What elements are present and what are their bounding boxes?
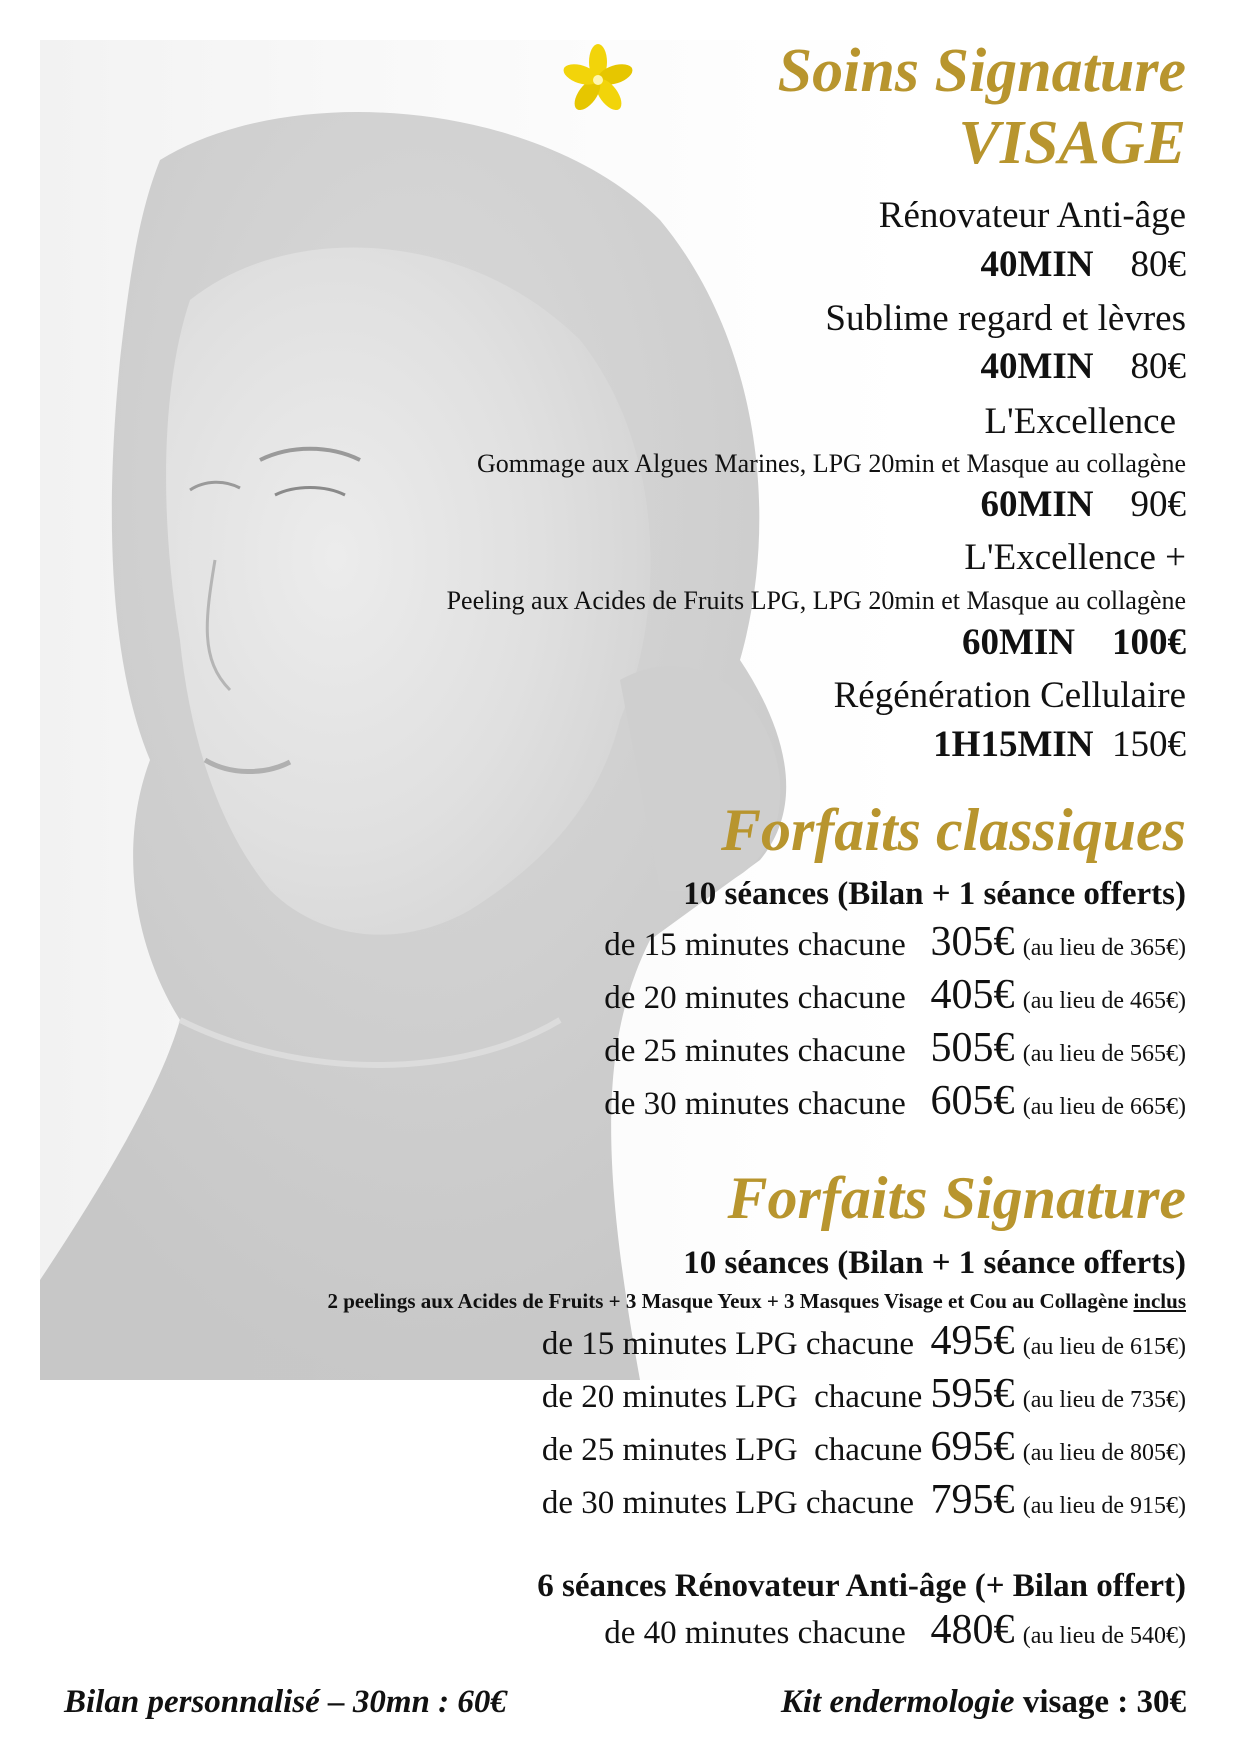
package-old-price: (au lieu de 665€): [1022, 1094, 1186, 1120]
package-label: de 40 minutes chacune: [604, 1615, 906, 1651]
treatment-price: 100€: [1112, 622, 1186, 663]
signature-package-row: [0, 1315, 1186, 1374]
treatment-duration: 60MIN: [961, 622, 1075, 663]
package-old-price: (au lieu de 540€): [1022, 1623, 1186, 1649]
package-old-price: (au lieu de 365€): [1022, 935, 1186, 961]
footer-kit-rest: visage : 30€: [1014, 1684, 1186, 1720]
treatment-duration: 60MIN: [980, 484, 1094, 525]
package-label: de 25 minutes chacune: [604, 1033, 906, 1069]
package-old-price: (au lieu de 615€): [1022, 1334, 1186, 1360]
signature-package-row: [0, 1421, 1186, 1480]
package-label: de 30 minutes LPG chacune: [541, 1485, 914, 1521]
package-label: de 15 minutes LPG chacune: [541, 1326, 914, 1362]
signature-packages-subtitle: 10 séances (Bilan + 1 séance offerts): [683, 1245, 1186, 1281]
package-label: de 15 minutes chacune: [604, 927, 906, 963]
note-underlined: inclus: [1133, 1289, 1186, 1313]
package-label: de 20 minutes chacune: [604, 980, 906, 1016]
classic-package-row: [0, 916, 1186, 975]
footer-kit: [781, 1684, 1186, 1721]
package-old-price: (au lieu de 735€): [1022, 1387, 1186, 1413]
classic-package-row: [0, 969, 1186, 1028]
signature-packages-title: Forfaits Signature: [727, 1165, 1186, 1231]
package-old-price: (au lieu de 805€): [1022, 1440, 1186, 1466]
package-price: 405€: [930, 972, 1015, 1018]
treatment-duration: 40MIN: [980, 244, 1094, 285]
treatment-duration-price: [0, 342, 1186, 392]
package-price: 495€: [930, 1318, 1015, 1364]
treatment-duration-price: [0, 240, 1186, 290]
treatment-price: 90€: [1130, 484, 1186, 525]
classic-package-row: [0, 1022, 1186, 1081]
treatment-price: 80€: [1130, 346, 1186, 387]
anti-age-package-subtitle: 6 séances Rénovateur Anti-âge (+ Bilan offert): [537, 1568, 1186, 1604]
treatment-name: Régénération Cellulaire: [833, 675, 1186, 716]
anti-age-package-row: [0, 1604, 1186, 1663]
treatment-name: L'Excellence: [984, 401, 1176, 442]
treatment-duration-price: [0, 480, 1186, 530]
footer-bilan: [64, 1684, 507, 1721]
package-label: de 30 minutes chacune: [604, 1086, 906, 1122]
treatment-price: 80€: [1130, 244, 1186, 285]
footer-kit-italic: Kit endermologie: [780, 1684, 1015, 1720]
treatment-description: Peeling aux Acides de Fruits LPG, LPG 20min et Masque au collagène: [446, 586, 1186, 615]
package-label: de 25 minutes LPG chacune: [541, 1432, 923, 1468]
package-old-price: (au lieu de 565€): [1022, 1041, 1186, 1067]
treatment-duration: 40MIN: [980, 346, 1094, 387]
title-line-1: Soins Signature: [777, 37, 1186, 105]
treatment-name: L'Excellence +: [964, 537, 1186, 578]
treatment-duration: 1H15MIN: [933, 724, 1094, 765]
treatment-name: Rénovateur Anti-âge: [878, 195, 1186, 236]
treatment-price: 150€: [1112, 724, 1186, 765]
package-price: 605€: [930, 1078, 1015, 1124]
package-price: 305€: [930, 919, 1015, 965]
package-price: 595€: [930, 1371, 1015, 1417]
package-price: 795€: [930, 1477, 1015, 1523]
signature-packages-note: [0, 1287, 1186, 1315]
note-text: 2 peelings aux Acides de Fruits + 3 Masque Yeux + 3 Masques Visage et Cou au Collagène: [327, 1289, 1129, 1313]
treatment-description: Gommage aux Algues Marines, LPG 20min et Masque au collagène: [476, 449, 1186, 478]
classic-packages-subtitle: 10 séances (Bilan + 1 séance offerts): [683, 876, 1186, 912]
title-line-2: VISAGE: [958, 109, 1186, 177]
signature-package-row: [0, 1368, 1186, 1427]
footer-bilan-text: Bilan personnalisé – 30mn : 60€: [64, 1684, 507, 1720]
package-label: de 20 minutes LPG chacune: [541, 1379, 923, 1415]
package-price: 505€: [930, 1025, 1015, 1071]
package-old-price: (au lieu de 465€): [1022, 988, 1186, 1014]
treatment-duration-price: [0, 720, 1186, 770]
package-price: 480€: [930, 1607, 1015, 1653]
signature-package-row: [0, 1474, 1186, 1533]
treatment-name: Sublime regard et lèvres: [825, 298, 1186, 339]
classic-package-row: [0, 1075, 1186, 1134]
treatment-duration-price: [0, 618, 1186, 668]
classic-packages-title: Forfaits classiques: [720, 797, 1186, 863]
package-price: 695€: [930, 1424, 1015, 1470]
package-old-price: (au lieu de 915€): [1022, 1493, 1186, 1519]
